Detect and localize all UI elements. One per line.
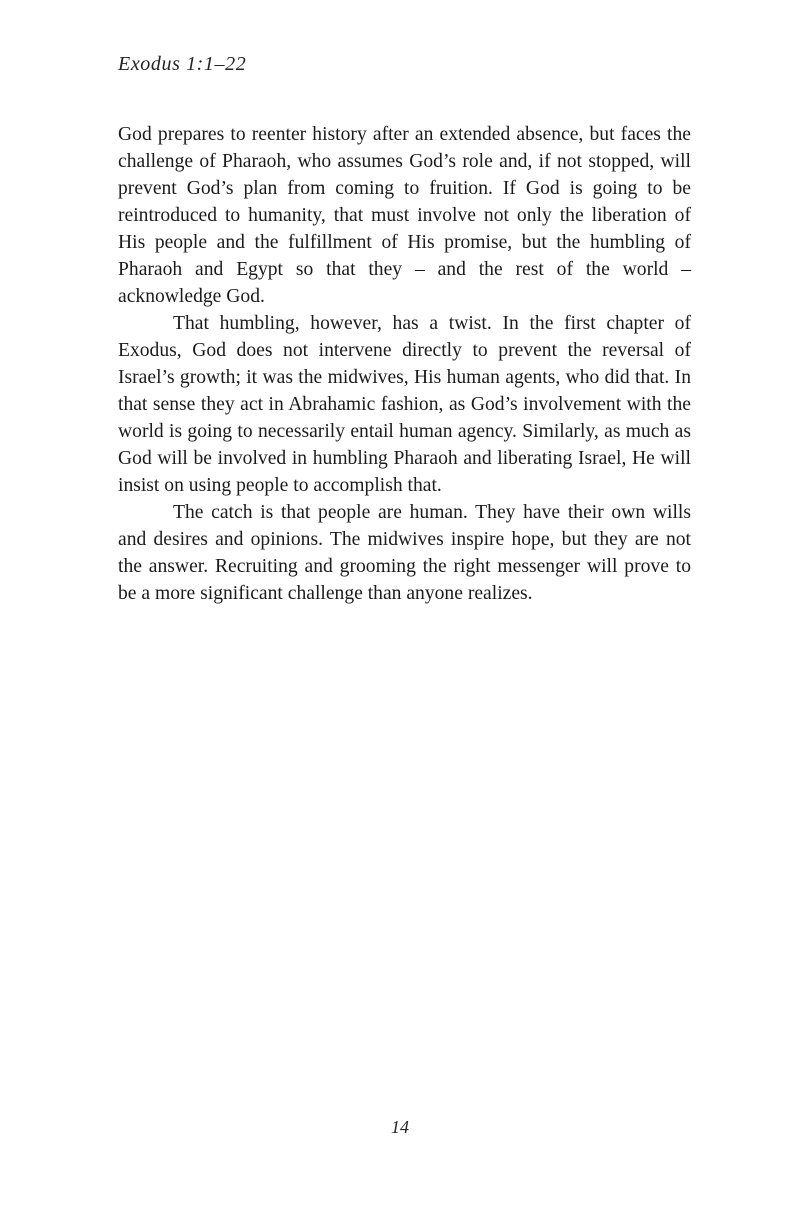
paragraph: God prepares to reenter history after an extended absence, but faces the challenge of Pharaoh, who assumes God’s role and, if not stopped, will prevent God’s plan from coming to fruition. If God is going to be reintroduced to humanity, that must involve not only the liberation of His people and the fulfillment of His promise, but the humbling of Pharaoh and Egypt so that they – and the rest of the world – acknowledge God. <box>118 124 691 307</box>
running-header: Exodus 1:1–22 <box>118 53 247 75</box>
paragraph: That humbling, however, has a twist. In the first chapter of Exodus, God does not intervene directly to prevent the reversal of Israel’s growth; it was the midwives, His human agents, who did that. In that sense they act in Abrahamic fashion, as God’s involvement with the world is going to necessarily entail human agency. Similarly, as much as God will be involved in humbling Pharaoh and liberating Israel, He will insist on using people to accomplish that. <box>118 313 691 496</box>
page-number: 14 <box>391 1117 409 1137</box>
paragraph: The catch is that people are human. They have their own wills and desires and opinions. The midwives inspire hope, but they are not the answer. Recruiting and grooming the right messenger will prove to be a more significant challenge than anyone realizes. <box>118 502 691 604</box>
body-text-block <box>118 121 691 607</box>
